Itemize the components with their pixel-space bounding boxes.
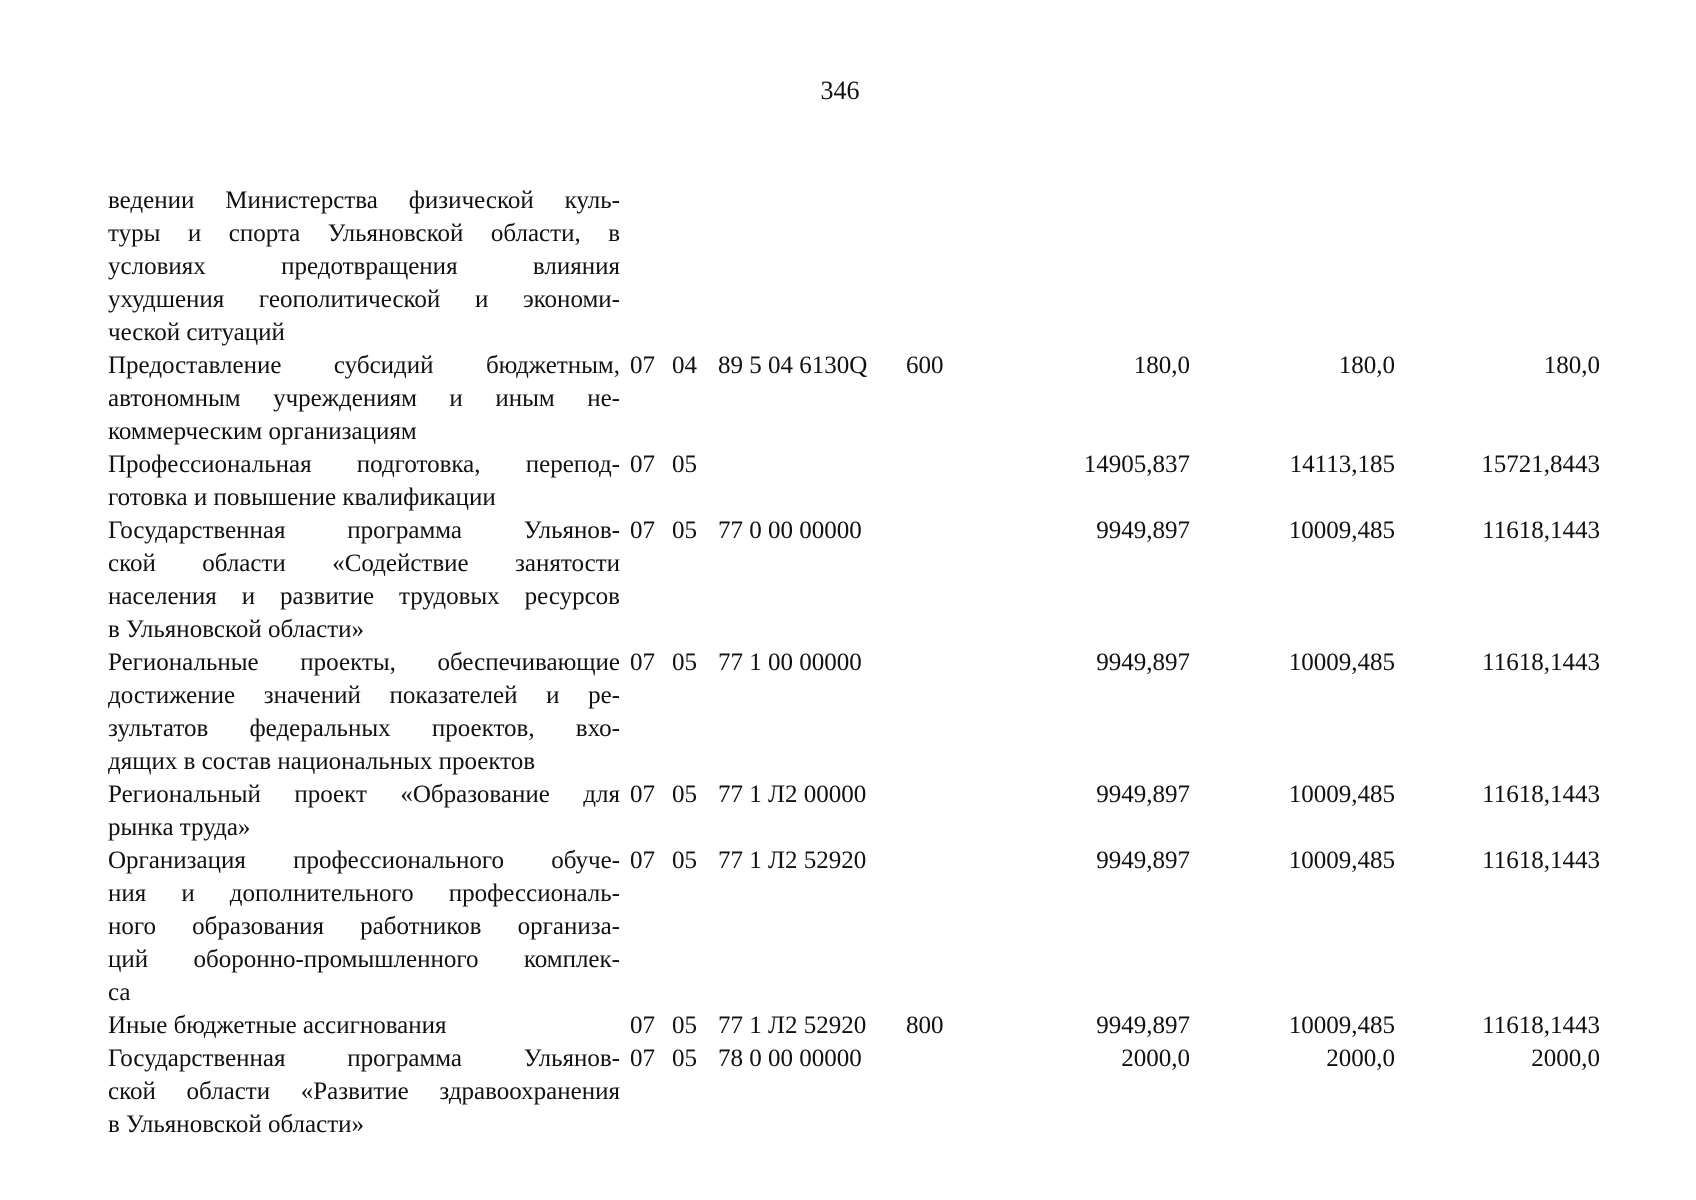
row-amount-year-1: 9949,897: [1096, 517, 1190, 544]
row-name-line: коммерческим организациям: [108, 418, 417, 445]
row-amount-year-2: 180,0: [1338, 352, 1395, 379]
page-number: 346: [820, 76, 860, 105]
row-amount-year-3: 11618,1443: [1482, 781, 1600, 808]
row-name-line: ведении Министерства физической куль-: [108, 187, 620, 214]
table-row: [108, 844, 1608, 1009]
row-expense-type: 800: [906, 1012, 944, 1039]
table-row: [108, 1042, 1608, 1141]
row-name-line: ций оборонно-промышленного комплек-: [108, 946, 620, 973]
row-amount-year-1: 180,0: [1133, 352, 1190, 379]
row-name-line: готовка и повышение квалификации: [108, 484, 496, 511]
row-subsection-code: 05: [672, 1045, 697, 1072]
row-amount-year-2: 10009,485: [1288, 517, 1395, 544]
row-name-line: Профессиональная подготовка, перепод-: [108, 451, 620, 478]
row-name-line: в Ульяновской области»: [108, 1111, 365, 1138]
row-section-code: 07: [630, 517, 655, 544]
row-subsection-code: 05: [672, 649, 697, 676]
row-amount-year-1: 9949,897: [1096, 847, 1190, 874]
row-name-line: ухудшения геополитической и экономи-: [108, 286, 620, 313]
row-name-line: са: [108, 979, 131, 1006]
row-subsection-code: 05: [672, 781, 697, 808]
row-name-line: в Ульяновской области»: [108, 616, 365, 643]
row-amount-year-2: 10009,485: [1288, 847, 1395, 874]
row-name-line: Государственная программа Ульянов-: [108, 1045, 620, 1072]
row-amount-year-3: 11618,1443: [1482, 517, 1600, 544]
row-name-line: дящих в состав национальных проектов: [108, 748, 536, 775]
row-subsection-code: 05: [672, 847, 697, 874]
row-target-article: 77 1 Л2 52920: [718, 847, 867, 874]
row-name-line: ческой ситуаций: [108, 319, 285, 346]
row-section-code: 07: [630, 649, 655, 676]
table-row: [108, 514, 1608, 646]
row-expense-type: 600: [906, 352, 944, 379]
row-section-code: 07: [630, 451, 655, 478]
row-target-article: 78 0 00 00000: [718, 1045, 862, 1072]
row-name-line: рынка труда»: [108, 814, 251, 841]
row-amount-year-2: 10009,485: [1288, 781, 1395, 808]
row-name-line: Государственная программа Ульянов-: [108, 517, 620, 544]
row-amount-year-3: 11618,1443: [1482, 1012, 1600, 1039]
row-name: [108, 514, 620, 646]
row-amount-year-2: 14113,185: [1289, 451, 1395, 478]
row-name-line: ного образования работников организа-: [108, 913, 620, 940]
row-subsection-code: 05: [672, 1012, 697, 1039]
row-name-line: туры и спорта Ульяновской области, в: [108, 220, 620, 247]
row-subsection-code: 04: [672, 352, 697, 379]
table-row: [108, 448, 1608, 514]
table-row: [108, 1009, 1608, 1042]
budget-table: [108, 184, 1608, 1141]
row-amount-year-2: 10009,485: [1288, 649, 1395, 676]
row-name-line: Региональные проекты, обеспечивающие: [108, 649, 620, 676]
row-section-code: 07: [630, 352, 655, 379]
row-amount-year-3: 15721,8443: [1481, 451, 1600, 478]
table-row: [108, 646, 1608, 778]
row-amount-year-1: 9949,897: [1096, 1012, 1190, 1039]
row-name-line: Предоставление субсидий бюджетным,: [108, 352, 620, 379]
row-name-line: Региональный проект «Образование для: [108, 781, 620, 808]
row-name: [108, 1009, 620, 1042]
row-amount-year-1: 9949,897: [1096, 781, 1190, 808]
row-section-code: 07: [630, 1045, 655, 1072]
row-name: [108, 1042, 620, 1141]
row-name-line: Иные бюджетные ассигнования: [108, 1012, 447, 1039]
row-amount-year-1: 2000,0: [1121, 1045, 1190, 1072]
row-name: [108, 349, 620, 448]
row-amount-year-1: 9949,897: [1096, 649, 1190, 676]
row-target-article: 77 1 Л2 52920: [718, 1012, 867, 1039]
table-row: [108, 778, 1608, 844]
table-row: [108, 184, 1608, 349]
row-amount-year-2: 10009,485: [1288, 1012, 1395, 1039]
row-section-code: 07: [630, 847, 655, 874]
row-target-article: 77 1 00 00000: [718, 649, 862, 676]
row-name: [108, 646, 620, 778]
row-section-code: 07: [630, 781, 655, 808]
row-amount-year-3: 11618,1443: [1482, 649, 1600, 676]
row-amount-year-1: 14905,837: [1083, 451, 1190, 478]
row-name-line: достижение значений показателей и ре-: [108, 682, 620, 709]
table-row: [108, 349, 1608, 448]
row-subsection-code: 05: [672, 517, 697, 544]
row-name-line: населения и развитие трудовых ресурсов: [108, 583, 620, 610]
row-name-line: ния и дополнительного профессиональ-: [108, 880, 620, 907]
row-section-code: 07: [630, 1012, 655, 1039]
row-amount-year-3: 2000,0: [1531, 1045, 1600, 1072]
row-amount-year-3: 180,0: [1543, 352, 1600, 379]
row-target-article: 77 1 Л2 00000: [718, 781, 867, 808]
row-amount-year-3: 11618,1443: [1482, 847, 1600, 874]
row-name-line: ской области «Содействие занятости: [108, 550, 620, 577]
row-name: [108, 184, 620, 349]
row-target-article: 89 5 04 6130Q: [718, 352, 868, 379]
row-name-line: Организация профессионального обуче-: [108, 847, 620, 874]
row-name-line: зультатов федеральных проектов, вхо-: [108, 715, 620, 742]
row-name-line: автономным учреждениям и иным не-: [108, 385, 620, 412]
row-name-line: условиях предотвращения влияния: [108, 253, 620, 280]
row-amount-year-2: 2000,0: [1326, 1045, 1395, 1072]
row-subsection-code: 05: [672, 451, 697, 478]
row-name-line: ской области «Развитие здравоохранения: [108, 1078, 620, 1105]
row-target-article: 77 0 00 00000: [718, 517, 862, 544]
row-name: [108, 778, 620, 844]
row-name: [108, 844, 620, 1009]
row-name: [108, 448, 620, 514]
